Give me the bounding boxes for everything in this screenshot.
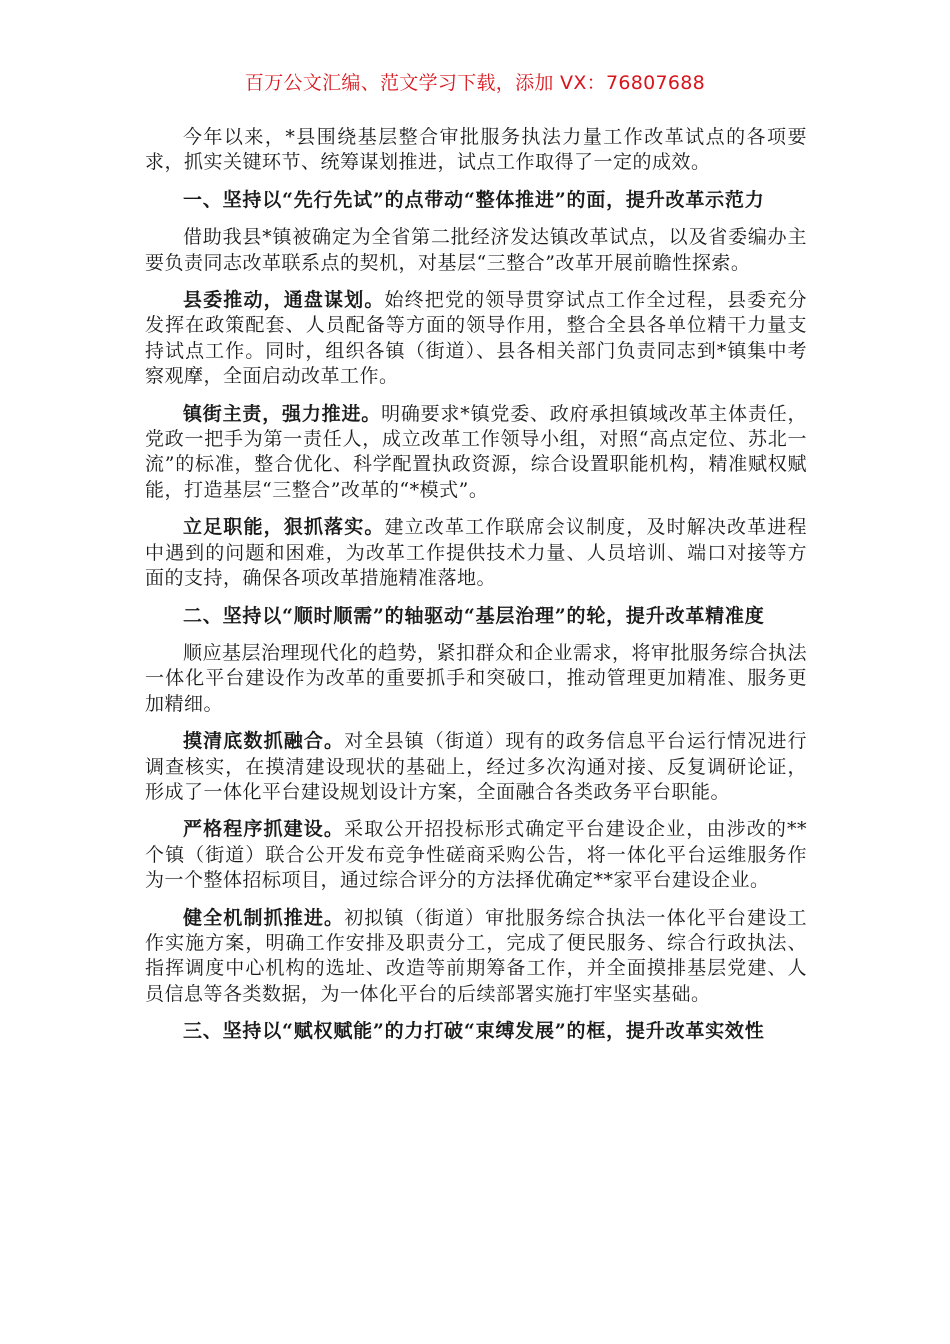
item-lead: 健全机制抓推进。 xyxy=(183,906,345,929)
section-2-heading: 二、坚持以“顺时顺需”的轴驱动“基层治理”的轮，提升改革精准度 xyxy=(183,604,765,627)
item-text: 初拟镇（街道）审批服务综合执法一体化平台建设工作实施方案，明确工作安排及职责分工，完成了便民服务、综合行政执法、指挥调度中心机构的选址、改造等前期筹备工作，并全面摸排基层党建、人员信息等各类数据，为一体化平台的后续部署实施打牢坚实基础。 xyxy=(145,906,807,1005)
section-1-intro: 借助我县*镇被确定为全省第二批经济发达镇改革试点，以及省委编办主要负责同志改革联系点的契机，对基层“三整合”改革开展前瞻性探索。 xyxy=(145,226,807,274)
intro-paragraph: 今年以来，*县围绕基层整合审批服务执法力量工作改革试点的各项要求，抓实关键环节、统筹谋划推进，试点工作取得了一定的成效。 xyxy=(145,126,807,174)
section-3-heading: 三、坚持以“赋权赋能”的力打破“束缚发展”的框，提升改革实效性 xyxy=(183,1020,765,1043)
header-banner: 百万公文汇编、范文学习下载，添加 VX：76807688 xyxy=(244,72,706,94)
item-lead: 县委推动，通盘谋划。 xyxy=(183,289,385,312)
section-1-heading: 一、坚持以“先行先试”的点带动“整体推进”的面，提升改革示范力 xyxy=(183,188,765,211)
section-2-item xyxy=(145,729,807,805)
item-text: 建立改革工作联席会议制度，及时解决改革进程中遇到的问题和困难，为改革工作提供技术力量、人员培训、端口对接等方面的支持，确保各项改革措施精准落地。 xyxy=(145,516,807,590)
section-1-item xyxy=(145,515,807,591)
item-text: 采取公开招投标形式确定平台建设企业，由涉改的**个镇（街道）联合公开发布竞争性磋商采购公告，将一体化平台运维服务作为一个整体招标项目，通过综合评分的方法择优确定**家平台建设企业。 xyxy=(145,818,807,892)
item-lead: 摸清底数抓融合。 xyxy=(183,730,345,753)
document-body xyxy=(145,125,807,1057)
item-text: 对全县镇（街道）现有的政务信息平台运行情况进行调查核实，在摸清建设现状的基础上，经过多次沟通对接、反复调研论证，形成了一体化平台建设规划设计方案，全面融合各类政务平台职能。 xyxy=(145,730,807,803)
section-2-item xyxy=(145,817,807,893)
section-2-intro: 顺应基层治理现代化的趋势，紧扣群众和企业需求，将审批服务综合执法一体化平台建设作为改革的重要抓手和突破口，推动管理更加精准、服务更加精细。 xyxy=(145,641,808,715)
section-1-item xyxy=(145,402,807,504)
item-lead: 立足职能，狠抓落实。 xyxy=(183,516,385,539)
item-lead: 严格程序抓建设。 xyxy=(183,818,345,841)
section-2-item xyxy=(145,906,807,1008)
item-lead: 镇街主责，强力推进。 xyxy=(183,402,382,425)
item-text: 明确要求*镇党委、政府承担镇域改革主体责任，党政一把手为第一责任人，成立改革工作领导小组，对照“高点定位、苏北一流”的标准，整合优化、科学配置执政资源，综合设置职能机构，精准赋权赋能，打造基层“三整合”改革的“*模式”。 xyxy=(145,402,807,501)
section-1-item xyxy=(145,288,807,390)
item-text: 始终把党的领导贯穿试点工作全过程，县委充分发挥在政策配套、人员配备等方面的领导作用，整合全县各单位精干力量支持试点工作。同时，组织各镇（街道）、县各相关部门负责同志到*镇集中考察观摩，全面启动改革工作。 xyxy=(145,289,807,388)
